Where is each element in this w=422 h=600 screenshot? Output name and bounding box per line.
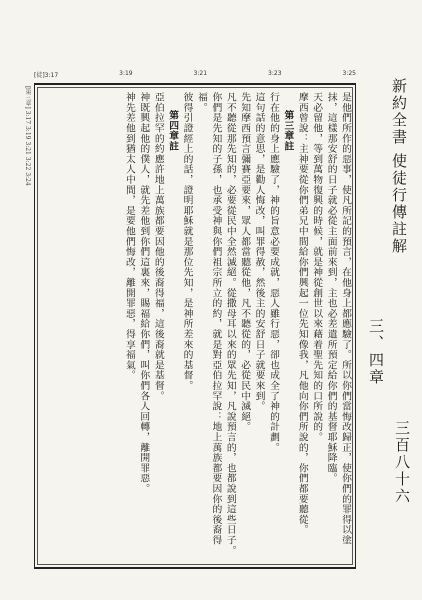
- note-line: 這句話的意思，是勸人悔改，叫罪得赦，然後主的安舒日子就要來到。: [253, 92, 265, 412]
- note-line: 先知摩西預言彌賽亞要來，眾人都當聽從他，凡不聽從的，必從民中滅絕。: [239, 92, 251, 432]
- ref-item: 3:21: [193, 70, 208, 77]
- text-line: 是他們所作的惡事，使凡所記的預言，在他身上都應驗了。所以你們當悔改歸正，使你們的罪得以塗抹，這樣那安舒的日子就必從主面前來到，主也必差遣所預定給你們的基督耶穌降臨。: [325, 92, 351, 546]
- margin-ref: 3:21: [24, 141, 31, 155]
- margin-ref: 3:24: [24, 172, 31, 186]
- note-line: 彼得引證經上的話，證明耶穌就是那位先知，是神所差來的基督。: [181, 92, 193, 391]
- note-line: 行在他的身上應驗了，神的旨意必要成就，惡人雖行惡，卻也成全了神的計劃。: [267, 92, 279, 453]
- main-text: [40, 92, 352, 562]
- ref-item: 3:23: [268, 70, 282, 77]
- text-line: 神既興起他的僕人，就先差他到你們這裏來，賜福給你們，叫你們各人回轉，離開罪惡。: [138, 92, 150, 494]
- ref-item: 3:25: [342, 70, 356, 77]
- chapter-label: 三、四章: [367, 318, 385, 386]
- section-heading: 第四章註: [167, 110, 179, 152]
- note-line: 神先差他到猶太人中間，是要他們悔改，離開罪惡，得享福氣。: [123, 92, 135, 381]
- text-line: 凡不聽從那先知的，必要從民中全然滅絕。從撒母耳以來的眾先知，凡說預言的，也都說到這些日子。: [224, 92, 236, 556]
- margin-ref: 3:22: [24, 156, 31, 171]
- text-line: 你們是先知的子孫，也承受神與你們祖宗所立的約，就是對亞伯拉罕說：地上萬族都要因你的後裔得福。: [195, 92, 222, 546]
- book-title: 新約全書 使徒行傳註解: [390, 78, 408, 255]
- ref-item: 3:19: [119, 70, 133, 77]
- section-heading: 第三章註: [282, 110, 294, 152]
- reference-strip: [34, 70, 356, 84]
- margin-notes: [10, 86, 32, 566]
- margin-ref: 3:19: [24, 125, 31, 140]
- ref-item: [徒]3:17: [34, 72, 59, 79]
- text-line: 摩西曾說：主神要從你們弟兄中間給你們興起一位先知像我，凡他向你們所說的，你們都要聽從。: [296, 92, 308, 535]
- note-line: 亞伯拉罕的約應許地上萬族都要因他的後裔得福，這後裔就是基督。: [152, 92, 164, 401]
- page-number: 三百八十六: [393, 420, 411, 505]
- text-line: 天必留他，等到萬物復興的時候，就是神從創世以來藉着聖先知的口所說的。: [311, 92, 323, 443]
- margin-ref: [第三章] 3:17: [24, 86, 31, 125]
